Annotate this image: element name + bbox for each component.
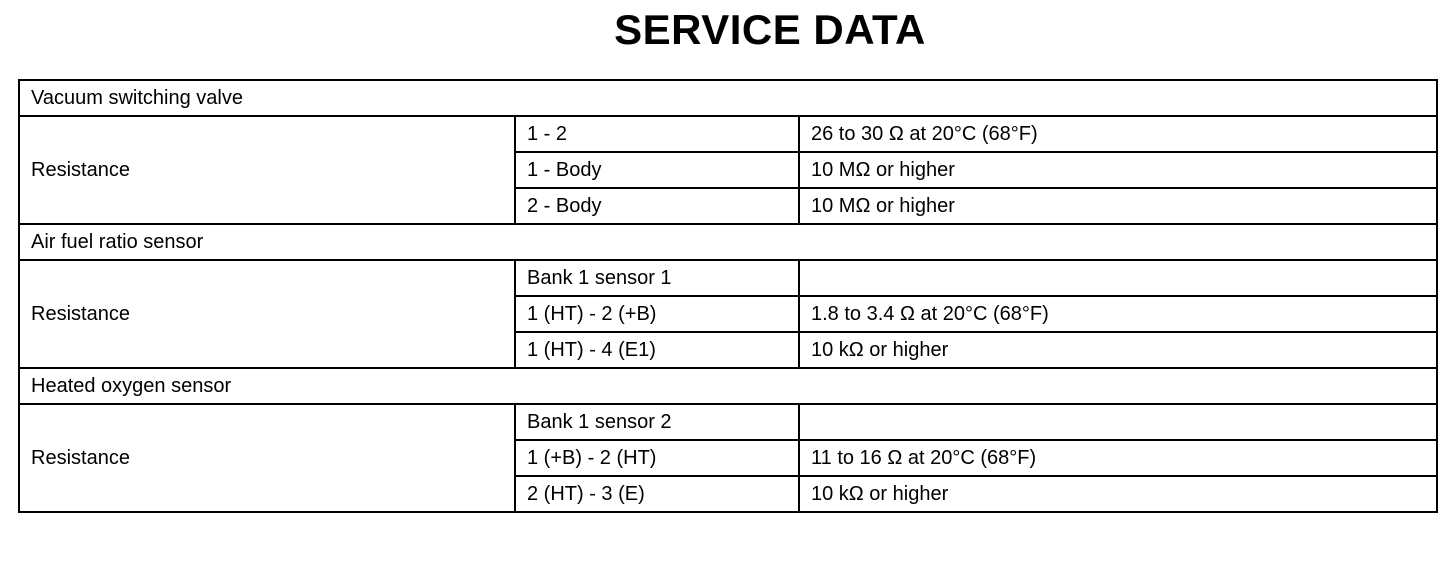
spec-cell: 10 kΩ or higher	[799, 476, 1437, 512]
spec-cell: 10 MΩ or higher	[799, 152, 1437, 188]
section-header-row	[19, 224, 1437, 260]
page-title: SERVICE DATA	[614, 6, 926, 53]
condition-cell: 1 - 2	[515, 116, 799, 152]
condition-cell: 2 (HT) - 3 (E)	[515, 476, 799, 512]
spec-cell: 10 MΩ or higher	[799, 188, 1437, 224]
section-header-row	[19, 368, 1437, 404]
condition-cell: 1 (+B) - 2 (HT)	[515, 440, 799, 476]
condition-cell: 1 (HT) - 4 (E1)	[515, 332, 799, 368]
condition-cell: 1 (HT) - 2 (+B)	[515, 296, 799, 332]
parameter-cell: Resistance	[19, 260, 515, 368]
spec-cell	[799, 260, 1437, 296]
condition-cell: Bank 1 sensor 1	[515, 260, 799, 296]
section-header-vacuum-switching-valve: Vacuum switching valve	[19, 80, 1437, 116]
condition-cell: 2 - Body	[515, 188, 799, 224]
spec-cell: 11 to 16 Ω at 20°C (68°F)	[799, 440, 1437, 476]
section-header-heated-oxygen-sensor: Heated oxygen sensor	[19, 368, 1437, 404]
section-header-row	[19, 80, 1437, 116]
parameter-cell: Resistance	[19, 116, 515, 224]
spec-cell: 26 to 30 Ω at 20°C (68°F)	[799, 116, 1437, 152]
spec-cell: 1.8 to 3.4 Ω at 20°C (68°F)	[799, 296, 1437, 332]
table-row	[19, 116, 1437, 152]
service-data-table	[18, 79, 1438, 513]
condition-cell: Bank 1 sensor 2	[515, 404, 799, 440]
table-row	[19, 404, 1437, 440]
spec-cell	[799, 404, 1437, 440]
parameter-cell: Resistance	[19, 404, 515, 512]
section-header-air-fuel-ratio-sensor: Air fuel ratio sensor	[19, 224, 1437, 260]
condition-cell: 1 - Body	[515, 152, 799, 188]
spec-cell: 10 kΩ or higher	[799, 332, 1437, 368]
table-row	[19, 260, 1437, 296]
